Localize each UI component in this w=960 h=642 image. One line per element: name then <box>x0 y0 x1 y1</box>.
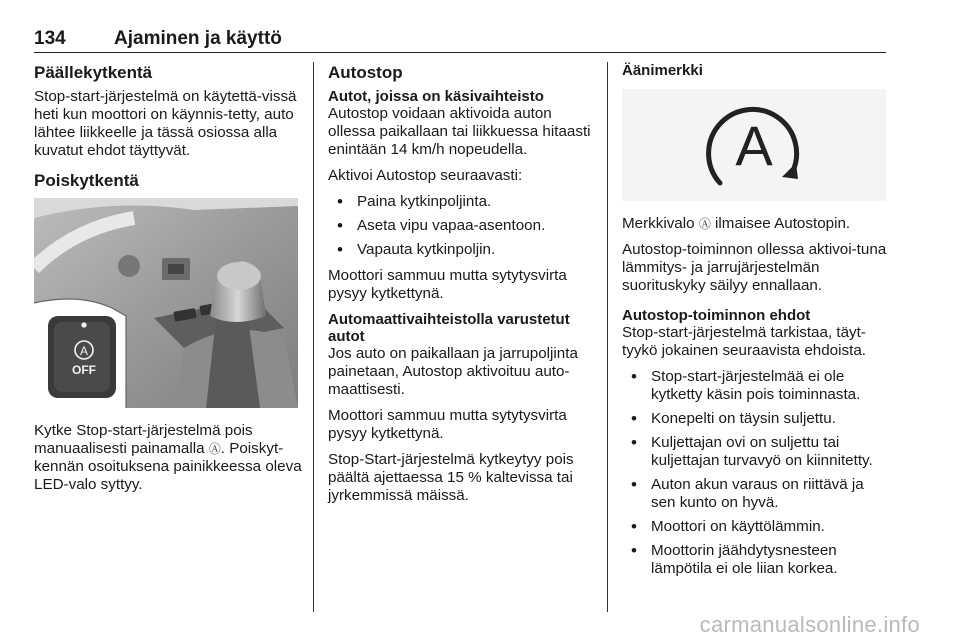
gear-lever-illustration <box>34 198 298 408</box>
paragraph: Moottori sammuu mutta sytytysvirta pysyy kytkettynä. <box>328 407 567 442</box>
paragraph: Autostop-toiminnon ollessa aktivoi-tuna lämmitys- ja jarrujärjestelmän suorituskyky säilyy ennallaan. <box>622 241 887 294</box>
column-divider <box>313 62 314 612</box>
section-heading-activation: Päällekytkentä <box>34 63 153 82</box>
page-title: Ajaminen ja käyttö <box>114 28 282 49</box>
column-left <box>34 62 302 502</box>
list-item: • Kuljettajan ovi on suljettu tai kuljettajan turvavyö on kiinnitetty. <box>622 434 892 470</box>
list-item: • Paina kytkinpoljinta. <box>328 193 598 211</box>
paragraph: Aktivoi Autostop seuraavasti: <box>328 167 523 184</box>
subheading-conditions: Autostop-toiminnon ehdot <box>622 307 811 324</box>
paragraph: Jos auto on paikallaan ja jarrupoljinta painetaan, Autostop aktivoituu auto-maattisesti. <box>328 345 578 398</box>
paragraph: Stop-Start-järjestelmä kytkeytyy pois päältä ajettaessa 15 % kaltevissa tai jyrkemmissä mäissä. <box>328 451 574 504</box>
autostop-icon: Ⓐ <box>698 217 711 231</box>
page-header <box>34 26 886 53</box>
section-heading-deactivation: Poiskytkentä <box>34 171 139 190</box>
subheading-manual: Autot, joissa on käsivaihteisto <box>328 88 544 105</box>
list-item: • Auton akun varaus on riittävä ja sen kunto on hyvä. <box>622 476 892 512</box>
bullet-list <box>328 193 598 259</box>
list-item: • Stop-start-järjestelmää ei ole kytketty käsin pois toiminnasta. <box>622 368 892 404</box>
off-button-label: OFF <box>72 363 96 377</box>
subheading-automatic: Automaattivaihteistolla varustetut autot <box>328 311 570 345</box>
indicator-letter: A <box>735 114 773 177</box>
watermark: carmanualsonline.info <box>699 612 920 637</box>
column-right <box>622 62 892 586</box>
column-divider <box>607 62 608 612</box>
paragraph: Kytke Stop-start-järjestelmä pois manuaalisesti painamalla Ⓐ. Poiskyt-kennän osoituksena painikkeessa oleva LED-valo syttyy. <box>34 422 302 493</box>
paragraph: Stop-start-järjestelmä on käytettä-vissä heti kun moottori on käynnis-tetty, auto lähtee liikkeelle ja tässä osiossa alla kuvatut ehdot täyttyvät. <box>34 88 297 159</box>
paragraph: Moottori sammuu mutta sytytysvirta pysyy kytkettynä. <box>328 267 567 302</box>
paragraph: Merkkivalo Ⓐ ilmaisee Autostopin. <box>622 215 851 232</box>
list-item: • Vapauta kytkinpoljin. <box>328 241 598 259</box>
autostop-indicator-icon <box>622 89 886 201</box>
paragraph: Autostop voidaan aktivoida auton ollessa paikallaan tai liikkuessa hitaasti enintään 14 km/h nopeudella. <box>328 105 591 158</box>
paragraph: Stop-start-järjestelmä tarkistaa, täyt-tyykö jokainen seuraavista ehdoista. <box>622 324 866 359</box>
list-item: • Konepelti on täysin suljettu. <box>622 410 892 428</box>
svg-text:A: A <box>79 344 89 358</box>
list-item: • Moottori on käyttölämmin. <box>622 518 892 536</box>
page-number: 134 <box>34 28 66 49</box>
list-item: • Aseta vipu vapaa-asentoon. <box>328 217 598 235</box>
section-heading-autostop: Autostop <box>328 63 403 82</box>
section-heading-indicator: Äänimerkki <box>622 62 703 79</box>
list-item: • Moottorin jäähdytysnesteen lämpötila ei ole liian korkea. <box>622 542 892 578</box>
column-middle <box>328 62 598 513</box>
autostop-icon: Ⓐ <box>208 442 221 456</box>
bullet-list <box>622 368 892 578</box>
